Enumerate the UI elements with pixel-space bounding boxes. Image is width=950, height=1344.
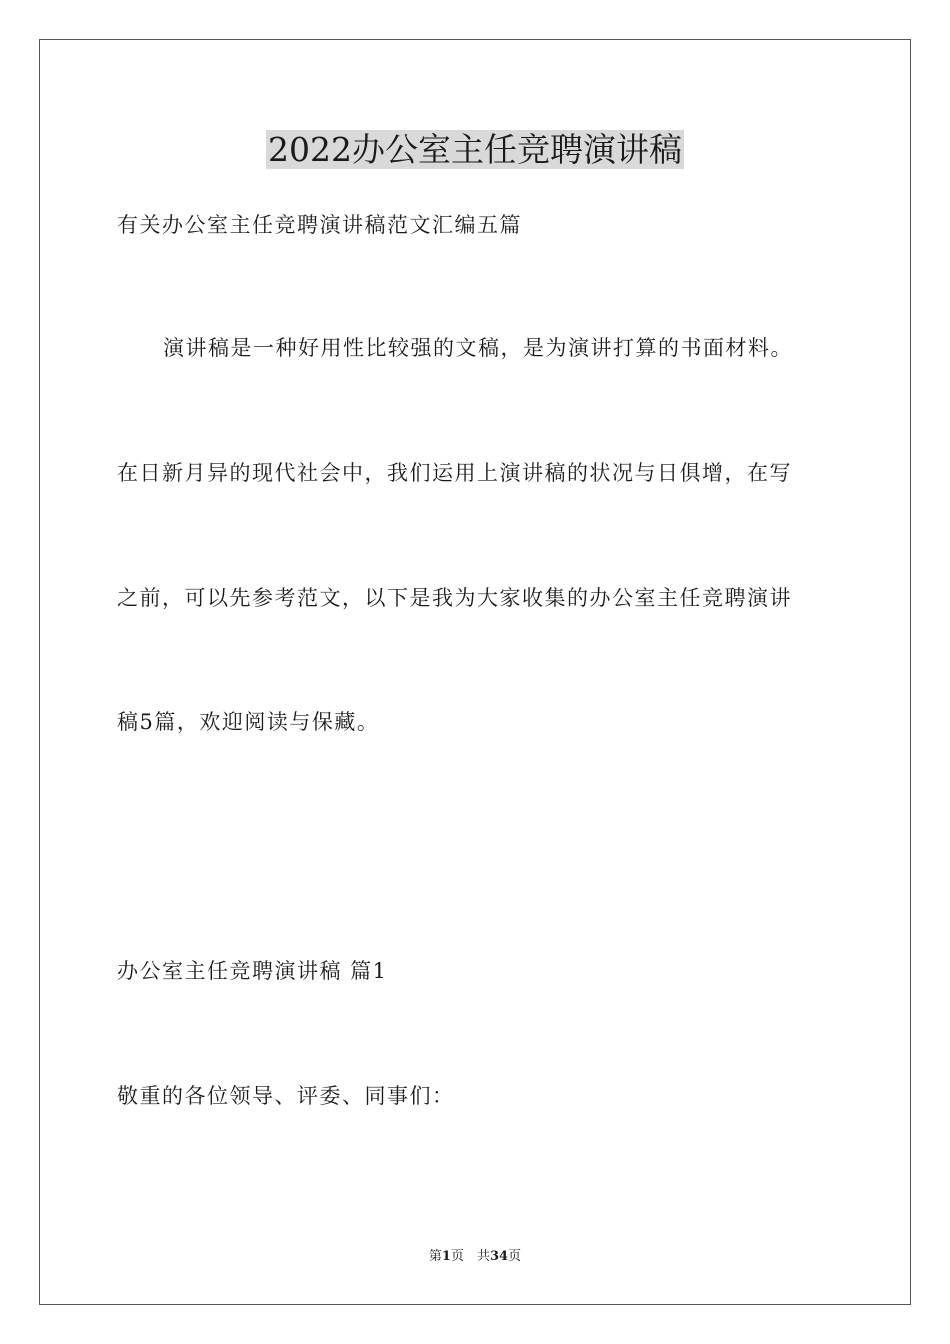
- page-footer: [0, 1248, 950, 1266]
- intro-line-4: 稿5篇，欢迎阅读与保藏。: [117, 710, 380, 734]
- section-heading: 办公室主任竞聘演讲稿 篇1: [117, 959, 388, 983]
- intro-line-2: 在日新月异的现代社会中，我们运用上演讲稿的状况与日俱增，在写: [117, 461, 792, 485]
- intro-line-3: 之前，可以先参考范文，以下是我为大家收集的办公室主任竞聘演讲: [117, 586, 792, 610]
- document-title-text: 2022办公室主任竞聘演讲稿: [268, 130, 682, 169]
- intro-line-1: 演讲稿是一种好用性比较强的文稿，是为演讲打算的书面材料。: [163, 336, 793, 360]
- footer-page-current: 1: [441, 1249, 451, 1264]
- footer-page-suffix: 页: [508, 1249, 522, 1264]
- footer-page-total: 34: [489, 1249, 509, 1264]
- salutation: 敬重的各位领导、评委、同事们：: [117, 1084, 455, 1108]
- footer-page-prefix: 第: [428, 1249, 442, 1264]
- document-subtitle: 有关办公室主任竞聘演讲稿范文汇编五篇: [117, 213, 522, 237]
- footer-page-mid: 页 共: [450, 1249, 490, 1264]
- document-title: [0, 127, 950, 173]
